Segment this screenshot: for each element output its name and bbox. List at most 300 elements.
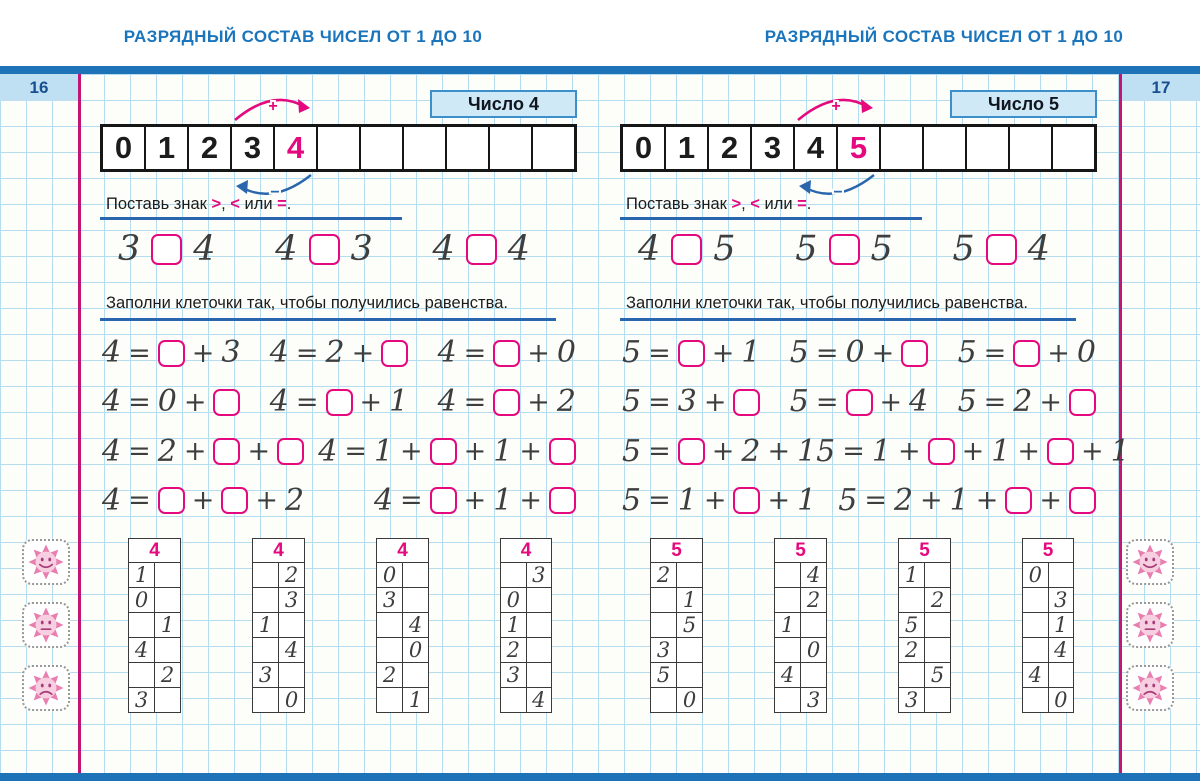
table-cell-filled: 2 xyxy=(651,563,677,588)
equals-sign: = xyxy=(128,485,151,517)
table-cell-filled: 2 xyxy=(155,663,181,688)
sun-eye xyxy=(1145,558,1148,562)
sun-ray xyxy=(29,621,37,629)
plus-sign: + xyxy=(897,436,921,468)
plus-sign: + xyxy=(1017,436,1040,468)
table-cell-empty[interactable] xyxy=(155,688,181,713)
table-cell-empty[interactable] xyxy=(899,663,925,688)
equals-sign: = xyxy=(400,485,423,517)
table-row xyxy=(253,663,305,688)
handwritten-digit: 3 xyxy=(677,384,697,420)
table-cell-empty[interactable] xyxy=(526,588,552,613)
sun-neutral-sticker[interactable] xyxy=(22,602,70,648)
table-sum-header: 4 xyxy=(129,539,181,563)
sun-happy-icon xyxy=(1129,542,1171,582)
table-row xyxy=(651,563,703,588)
sun-neutral-icon xyxy=(25,605,67,645)
plus-sign: + xyxy=(703,386,727,418)
table-cell-filled: 1 xyxy=(501,613,527,638)
table-cell-filled: 0 xyxy=(377,563,403,588)
table-cell-empty[interactable] xyxy=(155,563,181,588)
handwritten-digit: 5 xyxy=(622,384,642,420)
table-cell-filled: 4 xyxy=(129,638,155,663)
answer-box[interactable] xyxy=(1069,487,1096,514)
answer-box[interactable] xyxy=(326,389,353,416)
table-cell-empty[interactable] xyxy=(925,613,951,638)
answer-box[interactable] xyxy=(678,340,705,367)
handwritten-digit: 4 xyxy=(269,335,289,370)
equals-sign: = xyxy=(648,386,671,418)
equation xyxy=(437,335,576,370)
table-cell-empty[interactable] xyxy=(253,563,279,588)
sun-ray xyxy=(42,697,50,705)
number-line-empty-cell[interactable] xyxy=(490,127,533,169)
instruction-text: или xyxy=(759,195,798,213)
handwritten-digit: 1 xyxy=(797,482,817,518)
handwritten-digit: 3 xyxy=(118,228,141,269)
handwritten-digit: 4 xyxy=(437,384,457,420)
equation-row xyxy=(622,380,1096,424)
equals-sign: = xyxy=(463,337,487,369)
table-row xyxy=(1023,663,1074,688)
page-title-left: РАЗРЯДНЫЙ СОСТАВ ЧИСЕЛ ОТ 1 ДО 10 xyxy=(123,27,483,46)
answer-box[interactable] xyxy=(158,487,185,514)
comparison-exercise xyxy=(638,227,736,271)
minus-label: − xyxy=(270,184,280,201)
table-cell-empty[interactable] xyxy=(775,638,801,663)
table-cell-empty[interactable] xyxy=(775,588,801,613)
handwritten-digit: 5 xyxy=(622,335,642,370)
table-cell-empty[interactable] xyxy=(1023,638,1049,663)
handwritten-digit: 5 xyxy=(816,433,836,469)
table-row xyxy=(501,688,552,713)
fill-instruction: Заполни клеточки так, чтобы получились равенства. xyxy=(106,294,508,312)
table-row xyxy=(651,688,703,713)
sun-face xyxy=(36,615,57,636)
plus-sign: + xyxy=(183,436,207,468)
table-cell-empty[interactable] xyxy=(279,663,305,688)
answer-box[interactable] xyxy=(928,438,955,465)
number-line-empty-cell[interactable] xyxy=(447,127,490,169)
table-cell-empty[interactable] xyxy=(403,563,429,588)
table-header-row xyxy=(377,539,429,563)
number-line-cell: 1 xyxy=(146,127,189,169)
table-cell-filled: 3 xyxy=(377,588,403,613)
answer-box[interactable] xyxy=(671,234,702,265)
sun-eye xyxy=(41,621,44,625)
table-cell-filled: 5 xyxy=(677,613,703,638)
table-row xyxy=(377,563,429,588)
plus-label: + xyxy=(831,98,841,115)
handwritten-digit: 1 xyxy=(493,482,513,518)
table-cell-filled: 3 xyxy=(129,688,155,713)
equals-sign: = xyxy=(648,337,671,369)
comparison-exercise xyxy=(275,227,373,271)
table-cell-empty[interactable] xyxy=(129,613,155,638)
number-line-empty-cell[interactable] xyxy=(533,127,574,169)
plus-sign: + xyxy=(711,337,735,369)
handwritten-digit: 3 xyxy=(350,228,373,269)
number-line-cell: 1 xyxy=(666,127,709,169)
handwritten-digit: 5 xyxy=(622,482,642,518)
answer-box[interactable] xyxy=(493,340,520,367)
equation xyxy=(437,384,576,420)
handwritten-digit: 1 xyxy=(677,482,697,518)
table-cell-filled: 0 xyxy=(1048,688,1074,713)
sun-face xyxy=(36,552,57,573)
handwritten-digit: 1 xyxy=(871,433,891,469)
number-line-cell: 0 xyxy=(103,127,146,169)
sun-ray xyxy=(55,558,63,566)
number-line-empty-cell[interactable] xyxy=(1010,127,1053,169)
plus-sign: + xyxy=(191,485,215,517)
equals-sign: = xyxy=(983,386,1007,418)
sun-happy-sticker[interactable] xyxy=(1126,539,1174,585)
table-cell-empty[interactable] xyxy=(899,588,925,613)
handwritten-digit: 1 xyxy=(389,384,409,420)
table-row xyxy=(253,563,305,588)
plus-sign: + xyxy=(247,436,271,468)
table-cell-filled: 0 xyxy=(403,638,429,663)
handwritten-digit: 5 xyxy=(957,384,977,420)
table-cell-filled: 4 xyxy=(1023,663,1049,688)
table-cell-filled: 0 xyxy=(501,588,527,613)
table-row xyxy=(775,613,827,638)
equals-sign: = xyxy=(295,337,319,369)
sun-eye xyxy=(1152,684,1155,688)
sun-ray xyxy=(42,571,50,579)
equation-row xyxy=(622,430,1130,474)
equation xyxy=(957,335,1096,370)
table-cell-filled: 4 xyxy=(403,613,429,638)
self-assessment-stickers-left xyxy=(22,539,70,711)
plus-one-arrow xyxy=(228,94,318,124)
comparison-exercise xyxy=(952,227,1050,271)
table-row xyxy=(1023,638,1074,663)
plus-label: + xyxy=(268,98,278,115)
table-row xyxy=(651,588,703,613)
table-cell-empty[interactable] xyxy=(279,613,305,638)
answer-box[interactable] xyxy=(829,234,860,265)
answer-box[interactable] xyxy=(493,389,520,416)
composition-table xyxy=(252,538,305,713)
sun-sad-sticker[interactable] xyxy=(1126,665,1174,711)
equals-sign: = xyxy=(815,337,839,369)
table-cell-empty[interactable] xyxy=(403,663,429,688)
table-cell-empty[interactable] xyxy=(801,663,827,688)
handwritten-digit: 5 xyxy=(952,228,975,269)
table-row xyxy=(1023,613,1074,638)
table-header-row xyxy=(899,539,951,563)
equals-sign: = xyxy=(864,485,887,517)
answer-box[interactable] xyxy=(466,234,497,265)
instruction-underline xyxy=(100,217,402,220)
answer-box[interactable] xyxy=(678,438,705,465)
instruction-text: , xyxy=(221,195,231,213)
equation xyxy=(102,335,241,370)
handwritten-digit: 4 xyxy=(507,228,530,269)
equals-sign: = xyxy=(295,386,319,418)
number-line-empty-cell[interactable] xyxy=(404,127,447,169)
table-cell-filled: 1 xyxy=(403,688,429,713)
equation xyxy=(622,482,817,518)
answer-box[interactable] xyxy=(213,389,240,416)
plus-sign: + xyxy=(255,485,278,517)
table-row xyxy=(1023,688,1074,713)
table-row xyxy=(501,588,552,613)
handwritten-digit: 4 xyxy=(1027,228,1050,269)
table-cell-empty[interactable] xyxy=(1023,688,1049,713)
table-cell-empty[interactable] xyxy=(526,638,552,663)
table-row xyxy=(253,613,305,638)
table-cell-empty[interactable] xyxy=(775,563,801,588)
answer-box[interactable] xyxy=(213,438,240,465)
composition-table xyxy=(1022,538,1074,713)
answer-box[interactable] xyxy=(986,234,1017,265)
answer-box[interactable] xyxy=(549,438,576,465)
handwritten-digit: 5 xyxy=(713,228,736,269)
sun-neutral-icon xyxy=(1129,605,1171,645)
answer-box[interactable] xyxy=(158,340,185,367)
table-row xyxy=(775,638,827,663)
answer-box[interactable] xyxy=(1005,487,1032,514)
answer-box[interactable] xyxy=(381,340,408,367)
number-line-empty-cell[interactable] xyxy=(361,127,404,169)
table-row xyxy=(899,588,951,613)
plus-sign: + xyxy=(191,337,215,369)
table-cell-empty[interactable] xyxy=(253,688,279,713)
comparison-row xyxy=(118,227,530,271)
table-cell-empty[interactable] xyxy=(651,613,677,638)
sun-ray xyxy=(42,671,50,679)
table-cell-empty[interactable] xyxy=(377,638,403,663)
number-line-cell: 4 xyxy=(275,127,318,169)
sun-ray xyxy=(42,634,50,642)
table-cell-empty[interactable] xyxy=(377,613,403,638)
sun-ray xyxy=(1146,697,1154,705)
sun-ray xyxy=(29,558,37,566)
instruction-text: . xyxy=(806,195,812,213)
table-cell-filled: 3 xyxy=(253,663,279,688)
table-cell-empty[interactable] xyxy=(925,563,951,588)
answer-box[interactable] xyxy=(221,487,248,514)
table-cell-empty[interactable] xyxy=(677,563,703,588)
table-cell-empty[interactable] xyxy=(801,613,827,638)
equation xyxy=(318,433,576,469)
handwritten-digit: 5 xyxy=(789,384,809,420)
sun-eye xyxy=(48,558,51,562)
table-cell-empty[interactable] xyxy=(526,663,552,688)
number-heading-label: Число 5 xyxy=(988,93,1059,114)
handwritten-digit: 4 xyxy=(275,228,298,269)
table-cell-filled: 0 xyxy=(279,688,305,713)
sun-eye xyxy=(1145,621,1148,625)
composition-table xyxy=(650,538,703,713)
equation-row xyxy=(102,479,576,523)
equals-sign: = xyxy=(463,386,487,418)
number-line-strip xyxy=(620,124,1097,172)
table-cell-empty[interactable] xyxy=(403,588,429,613)
answer-box[interactable] xyxy=(846,389,873,416)
sun-neutral-sticker[interactable] xyxy=(1126,602,1174,648)
number-line-empty-cell[interactable] xyxy=(967,127,1010,169)
table-cell-filled: 2 xyxy=(377,663,403,688)
table-cell-empty[interactable] xyxy=(1048,563,1074,588)
table-cell-empty[interactable] xyxy=(501,688,527,713)
table-cell-empty[interactable] xyxy=(253,638,279,663)
comparison-sign: < xyxy=(230,195,240,213)
comparison-exercise xyxy=(118,227,216,271)
handwritten-digit: 4 xyxy=(432,228,455,269)
table-cell-empty[interactable] xyxy=(677,638,703,663)
sun-eye xyxy=(41,684,44,688)
table-cell-filled: 3 xyxy=(501,663,527,688)
answer-box[interactable] xyxy=(1069,389,1096,416)
handwritten-digit: 2 xyxy=(325,335,345,370)
answer-box[interactable] xyxy=(309,234,340,265)
table-cell-empty[interactable] xyxy=(651,688,677,713)
table-cell-empty[interactable] xyxy=(253,588,279,613)
table-header-row xyxy=(1023,539,1074,563)
number-line-empty-cell[interactable] xyxy=(881,127,924,169)
answer-box[interactable] xyxy=(151,234,182,265)
answer-box[interactable] xyxy=(430,438,457,465)
sun-ray xyxy=(1146,545,1154,553)
bottom-divider-bar xyxy=(0,773,1200,781)
equals-sign: = xyxy=(983,337,1007,369)
composition-table xyxy=(898,538,951,713)
answer-box[interactable] xyxy=(733,389,760,416)
table-header-row xyxy=(129,539,181,563)
instruction-text: Поставь знак xyxy=(106,195,212,213)
sun-happy-sticker[interactable] xyxy=(22,539,70,585)
plus-sign: + xyxy=(519,436,542,468)
sun-eye xyxy=(48,684,51,688)
sun-ray xyxy=(42,608,50,616)
handwritten-digit: 2 xyxy=(556,384,576,420)
table-cell-empty[interactable] xyxy=(526,613,552,638)
table-row xyxy=(377,588,429,613)
plus-sign: + xyxy=(463,436,487,468)
composition-table xyxy=(128,538,181,713)
sun-ray xyxy=(1146,634,1154,642)
table-cell-filled: 4 xyxy=(279,638,305,663)
table-cell-empty[interactable] xyxy=(377,688,403,713)
equation xyxy=(622,433,817,469)
table-cell-empty[interactable] xyxy=(129,663,155,688)
table-row xyxy=(129,563,181,588)
instruction-underline xyxy=(620,318,1076,321)
equation-row xyxy=(102,430,576,474)
answer-box[interactable] xyxy=(1047,438,1074,465)
answer-box[interactable] xyxy=(549,487,576,514)
answer-box[interactable] xyxy=(733,487,760,514)
table-cell-empty[interactable] xyxy=(925,688,951,713)
equation xyxy=(789,335,928,370)
page-number-right: 17 xyxy=(1122,74,1200,101)
table-row xyxy=(129,638,181,663)
handwritten-digit: 2 xyxy=(741,433,761,469)
table-header-row xyxy=(253,539,305,563)
plus-sign: + xyxy=(351,337,375,369)
handwritten-digit: 4 xyxy=(909,384,929,420)
table-cell-empty[interactable] xyxy=(775,688,801,713)
table-row xyxy=(377,688,429,713)
sun-ray xyxy=(1133,558,1141,566)
table-cell-empty[interactable] xyxy=(651,588,677,613)
self-assessment-stickers-right xyxy=(1126,539,1174,711)
sun-sad-icon xyxy=(25,668,67,708)
sun-face xyxy=(1140,615,1161,636)
table-cell-empty[interactable] xyxy=(155,588,181,613)
answer-box[interactable] xyxy=(430,487,457,514)
table-row xyxy=(377,638,429,663)
table-cell-empty[interactable] xyxy=(1023,613,1049,638)
sun-sad-sticker[interactable] xyxy=(22,665,70,711)
handwritten-digit: 4 xyxy=(638,228,661,269)
handwritten-digit: 1 xyxy=(741,335,761,370)
sun-face xyxy=(1140,678,1161,699)
answer-box[interactable] xyxy=(1013,340,1040,367)
table-cell-empty[interactable] xyxy=(501,563,527,588)
answer-box[interactable] xyxy=(901,340,928,367)
equation xyxy=(102,384,240,420)
table-cell-empty[interactable] xyxy=(677,663,703,688)
number-line-cell: 2 xyxy=(709,127,752,169)
table-cell-filled: 4 xyxy=(801,563,827,588)
comparison-exercise xyxy=(432,227,530,271)
handwritten-digit: 2 xyxy=(1013,384,1033,420)
handwritten-digit: 4 xyxy=(318,433,338,469)
plus-sign: + xyxy=(527,337,550,369)
number-heading-badge xyxy=(950,90,1097,118)
table-row xyxy=(651,663,703,688)
table-cell-empty[interactable] xyxy=(155,638,181,663)
table-cell-filled: 5 xyxy=(925,663,951,688)
plus-sign: + xyxy=(1039,386,1062,418)
composition-table xyxy=(376,538,429,713)
equation xyxy=(622,384,760,420)
instruction-text: , xyxy=(741,195,751,213)
table-cell-empty[interactable] xyxy=(1048,663,1074,688)
plus-sign: + xyxy=(767,485,791,517)
table-cell-empty[interactable] xyxy=(1023,588,1049,613)
number-line-empty-cell[interactable] xyxy=(318,127,361,169)
table-header-row xyxy=(501,539,552,563)
table-cell-filled: 0 xyxy=(1023,563,1049,588)
equations-block xyxy=(102,331,576,523)
table-cell-empty[interactable] xyxy=(925,638,951,663)
handwritten-digit: 2 xyxy=(284,482,305,518)
sun-eye xyxy=(1152,558,1155,562)
table-cell-filled: 4 xyxy=(1048,638,1074,663)
equation xyxy=(957,384,1096,420)
equation-row xyxy=(622,479,1096,523)
compare-instruction xyxy=(626,195,811,214)
handwritten-digit: 4 xyxy=(102,433,122,469)
answer-box[interactable] xyxy=(277,438,304,465)
plus-sign: + xyxy=(1080,436,1104,468)
sun-ray xyxy=(55,621,63,629)
number-line-cell: 3 xyxy=(232,127,275,169)
number-line-empty-cell[interactable] xyxy=(924,127,967,169)
number-line-empty-cell[interactable] xyxy=(1053,127,1094,169)
arrowhead-icon xyxy=(861,99,873,113)
arrowhead-icon xyxy=(298,99,310,113)
equation xyxy=(269,335,408,370)
plus-sign: + xyxy=(961,436,985,468)
handwritten-digit: 2 xyxy=(893,482,914,518)
